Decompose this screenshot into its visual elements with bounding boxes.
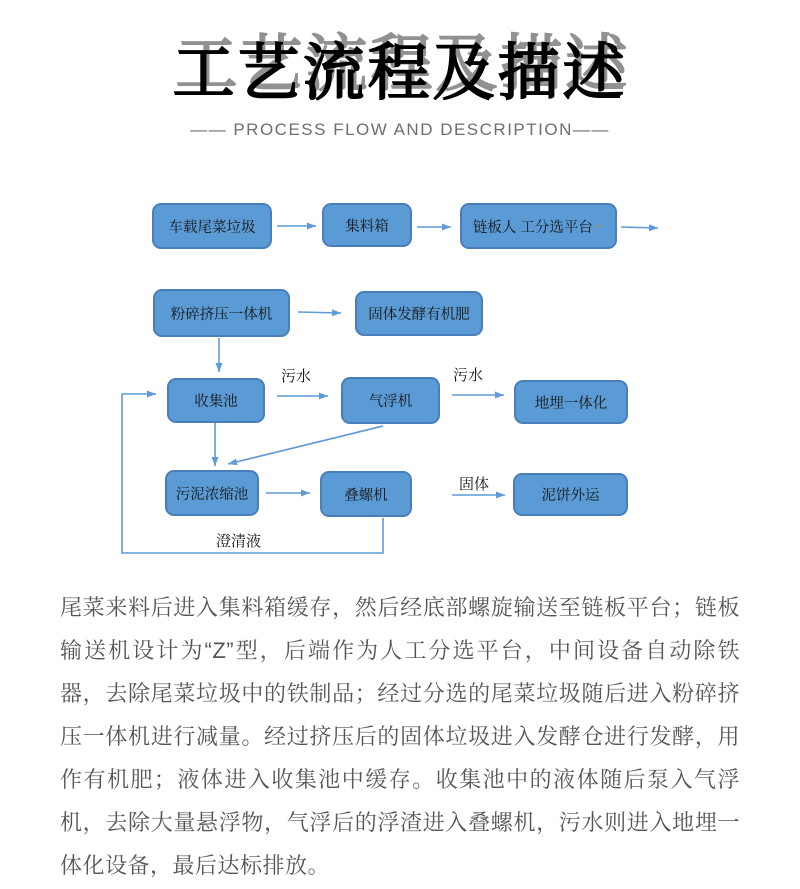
edge-label-sewage-1: 污水: [281, 368, 312, 385]
arrow-flotation-to-thickening: [228, 426, 383, 464]
flow-node-truck-waste: 车载尾菜垃圾: [152, 203, 272, 249]
edge-label-clarified-liquid: 澄清液: [216, 533, 262, 550]
flow-node-sludge-thickening: 污泥浓缩池: [165, 470, 259, 516]
flow-node-collection-pool: 收集池: [167, 378, 265, 423]
edge-label-solid: 固体: [459, 476, 490, 493]
header: [0, 0, 800, 140]
flow-node-solid-ferment: 固体发酵有机肥: [355, 291, 483, 336]
flow-node-mud-cake-outbound: 泥饼外运: [513, 473, 628, 516]
process-flowchart: [0, 190, 800, 590]
arrow-platform-out: [621, 227, 658, 228]
flow-node-crusher-press: 粉碎挤压一体机: [153, 289, 290, 337]
return-mark-icon: ↵: [594, 220, 605, 233]
flow-node-label: 链板人 工分选平台: [472, 219, 593, 236]
page-title: 工艺流程及描述: [172, 39, 628, 108]
flow-node-air-flotation: 气浮机: [341, 377, 440, 424]
flow-node-screw-press: 叠螺机: [320, 471, 412, 517]
flow-node-buried-integrated: 地埋一体化: [514, 380, 628, 424]
arrow-crusher-to-ferment: [298, 312, 341, 313]
flow-node-collection-box: 集料箱: [322, 203, 412, 247]
page-subtitle: —— PROCESS FLOW AND DESCRIPTION——: [190, 120, 610, 140]
flow-node-chain-plate-platform: [460, 203, 617, 249]
process-description: 尾菜来料后进入集料箱缓存，然后经底部螺旋输送至链板平台；链板输送机设计为“Z”型，后端作为人工分选平台，中间设备自动除铁器，去除尾菜垃圾中的铁制品；经过分选的尾菜垃圾随后进入粉碎挤压一体机进行减量。经过挤压后的固体垃圾进入发酵仓进行发酵，用作有机肥；液体进入收集池中缓存。收集池中的液体随后泵入气浮机，去除大量悬浮物，气浮后的浮渣进入叠螺机，污水则进入地埋一体化设备，最后达标排放。: [60, 595, 740, 878]
edge-label-sewage-2: 污水: [453, 367, 484, 384]
